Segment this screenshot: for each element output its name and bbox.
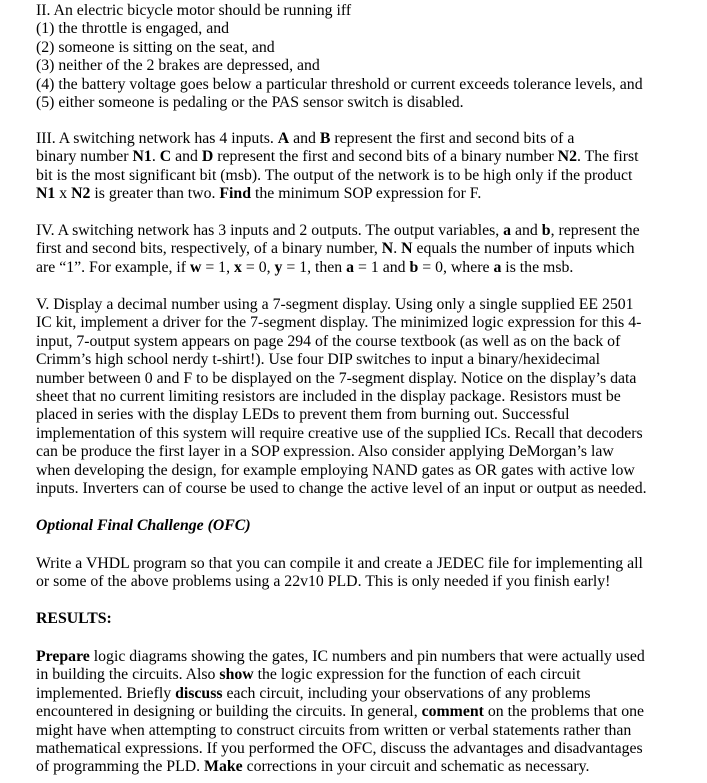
results-line: [36, 703, 645, 721]
text: the minimum SOP expression for F.: [251, 185, 482, 203]
section-ii-line: II. An electric bicycle motor should be running iff: [36, 2, 352, 19]
results-body: [36, 648, 645, 777]
text: of programming the PLD.: [36, 758, 205, 776]
keyword: Prepare: [36, 648, 90, 665]
section-iii-line: bit is the most significant bit (msb). The output of the network is to be high only if the product: [36, 166, 633, 184]
section-iv-line: [36, 240, 640, 258]
text: , represent the: [550, 222, 640, 239]
section-iv: [36, 222, 640, 277]
results-line: might have when attempting to construct circuits from written or verbal statements rather than: [36, 721, 632, 739]
results-line: [36, 758, 645, 776]
text: first and second bits, respectively, of a binary number,: [36, 240, 382, 258]
text: corrections in your circuit and schematic as necessary.: [242, 758, 590, 776]
text: IV. A switching network has 3 inputs and 2 outputs. The output variables,: [36, 222, 504, 239]
section-v-line: when developing the design, for example employing NAND gates as OR gates with active low: [36, 461, 635, 479]
section-v-line: IC kit, implement a driver for the 7-segment display. The minimized logic expression for this 4-: [36, 314, 642, 332]
ofc-line: Write a VHDL program so that you can compile it and create a JEDEC file for implementing all: [36, 555, 643, 572]
section-iii: [36, 130, 639, 204]
text: and: [511, 222, 542, 239]
keyword: comment: [421, 703, 484, 721]
section-iii-line: [36, 148, 639, 166]
text: and: [171, 148, 202, 166]
results-line: [36, 666, 645, 684]
section-iv-line: [36, 222, 640, 240]
ofc-body: [36, 555, 643, 592]
keyword: show: [219, 666, 254, 684]
results-heading: RESULTS:: [36, 610, 112, 627]
section-v-line: sheet that no current limiting resistors are included in the display package. Resistors must be: [36, 388, 621, 406]
text: represent the first and second bits of a: [330, 130, 575, 147]
text: = 0,: [241, 258, 275, 276]
text: x: [55, 185, 72, 203]
section-ii-line: (3) neither of the 2 brakes are depressed, and: [36, 57, 320, 75]
text: implemented. Briefly: [36, 684, 176, 702]
section-v-line: Crimm’s high school nerdy t-shirt!). Use four DIP switches to input a binary/hexidecimal: [36, 351, 601, 369]
keyword: Make: [204, 758, 243, 776]
var: a: [346, 258, 355, 276]
text: are “1”. For example, if: [36, 258, 190, 276]
text: in building the circuits. Also: [36, 666, 220, 684]
section-ii: [36, 2, 643, 112]
var: b: [541, 222, 551, 239]
section-v-line: can be produce the first layer in a SOP expression. Also consider applying DeMorgan’s law: [36, 443, 614, 461]
var: a: [493, 258, 502, 276]
text: represent the first and second bits of a binary number: [213, 148, 558, 166]
text: encountered in designing or building the circuits. In general,: [36, 703, 422, 721]
ofc-heading: Optional Final Challenge (OFC): [36, 517, 251, 534]
results-line: [36, 648, 645, 666]
text: III. A switching network has 4 inputs.: [36, 130, 278, 147]
text: = 1, then: [282, 258, 347, 276]
section-ii-line: (5) either someone is pedaling or the PAS sensor switch is disabled.: [36, 94, 464, 112]
text: is the msb.: [501, 258, 574, 276]
var: b: [409, 258, 419, 276]
var: w: [189, 258, 202, 276]
var: y: [274, 258, 283, 276]
results-line: mathematical expressions. If you performed the OFC, discuss the advantages and disadvantages: [36, 740, 643, 758]
var: A: [277, 130, 290, 147]
text: = 0, where: [418, 258, 494, 276]
var: N1: [132, 148, 152, 166]
text: binary number: [36, 148, 133, 166]
var: N: [381, 240, 394, 258]
var: N2: [557, 148, 577, 166]
section-iv-line: [36, 259, 640, 277]
section-v-line: placed in series with the display LEDs to prevent them from burning out. Successful: [36, 406, 570, 424]
section-v-line: implementation of this system will require creative use of the supplied ICs. Recall that decoders: [36, 424, 643, 442]
section-v-line: input, 7-output system appears on page 294 of the course textbook (as well as on the back of: [36, 332, 621, 350]
keyword: Find: [219, 185, 251, 203]
text: the logic expression for the function of each circuit: [253, 666, 581, 684]
section-v-line: inputs. Inverters can of course be used to change the active level of an input or output as needed.: [36, 480, 647, 498]
var: x: [233, 258, 242, 276]
section-v-line: number between 0 and F to be displayed on the 7-segment display. Notice on the display’s data: [36, 369, 637, 387]
section-iii-line: [36, 130, 639, 148]
var: a: [503, 222, 512, 239]
text: = 1,: [201, 258, 234, 276]
section-ii-line: (4) the battery voltage goes below a particular threshold or current exceeds tolerance levels, and: [36, 75, 643, 93]
var: N1: [36, 185, 56, 203]
text: and: [289, 130, 320, 147]
section-v: [36, 296, 647, 498]
text: each circuit, including your observations of any problems: [222, 684, 591, 702]
keyword: discuss: [175, 684, 223, 702]
text: equals the number of inputs which: [412, 240, 635, 258]
text: on the problems that one: [483, 703, 645, 721]
text: is greater than two.: [90, 185, 220, 203]
section-iii-line: [36, 185, 639, 203]
var: B: [319, 130, 331, 147]
section-v-line: V. Display a decimal number using a 7-segment display. Using only a single supplied EE 2501: [36, 296, 634, 313]
ofc-line: or some of the above problems using a 22v10 PLD. This is only needed if you finish early!: [36, 573, 611, 591]
results-line: [36, 685, 645, 703]
text: . The first: [576, 148, 639, 166]
var: D: [201, 148, 214, 166]
var: N2: [71, 185, 91, 203]
section-ii-line: (2) someone is sitting on the seat, and: [36, 38, 275, 56]
text: .: [393, 240, 402, 258]
text: = 1 and: [354, 258, 410, 276]
text: logic diagrams showing the gates, IC numbers and pin numbers that were actually used: [89, 648, 645, 665]
text: .: [151, 148, 160, 166]
var: N: [401, 240, 413, 258]
var: C: [159, 148, 172, 166]
section-ii-line: (1) the throttle is engaged, and: [36, 20, 230, 38]
